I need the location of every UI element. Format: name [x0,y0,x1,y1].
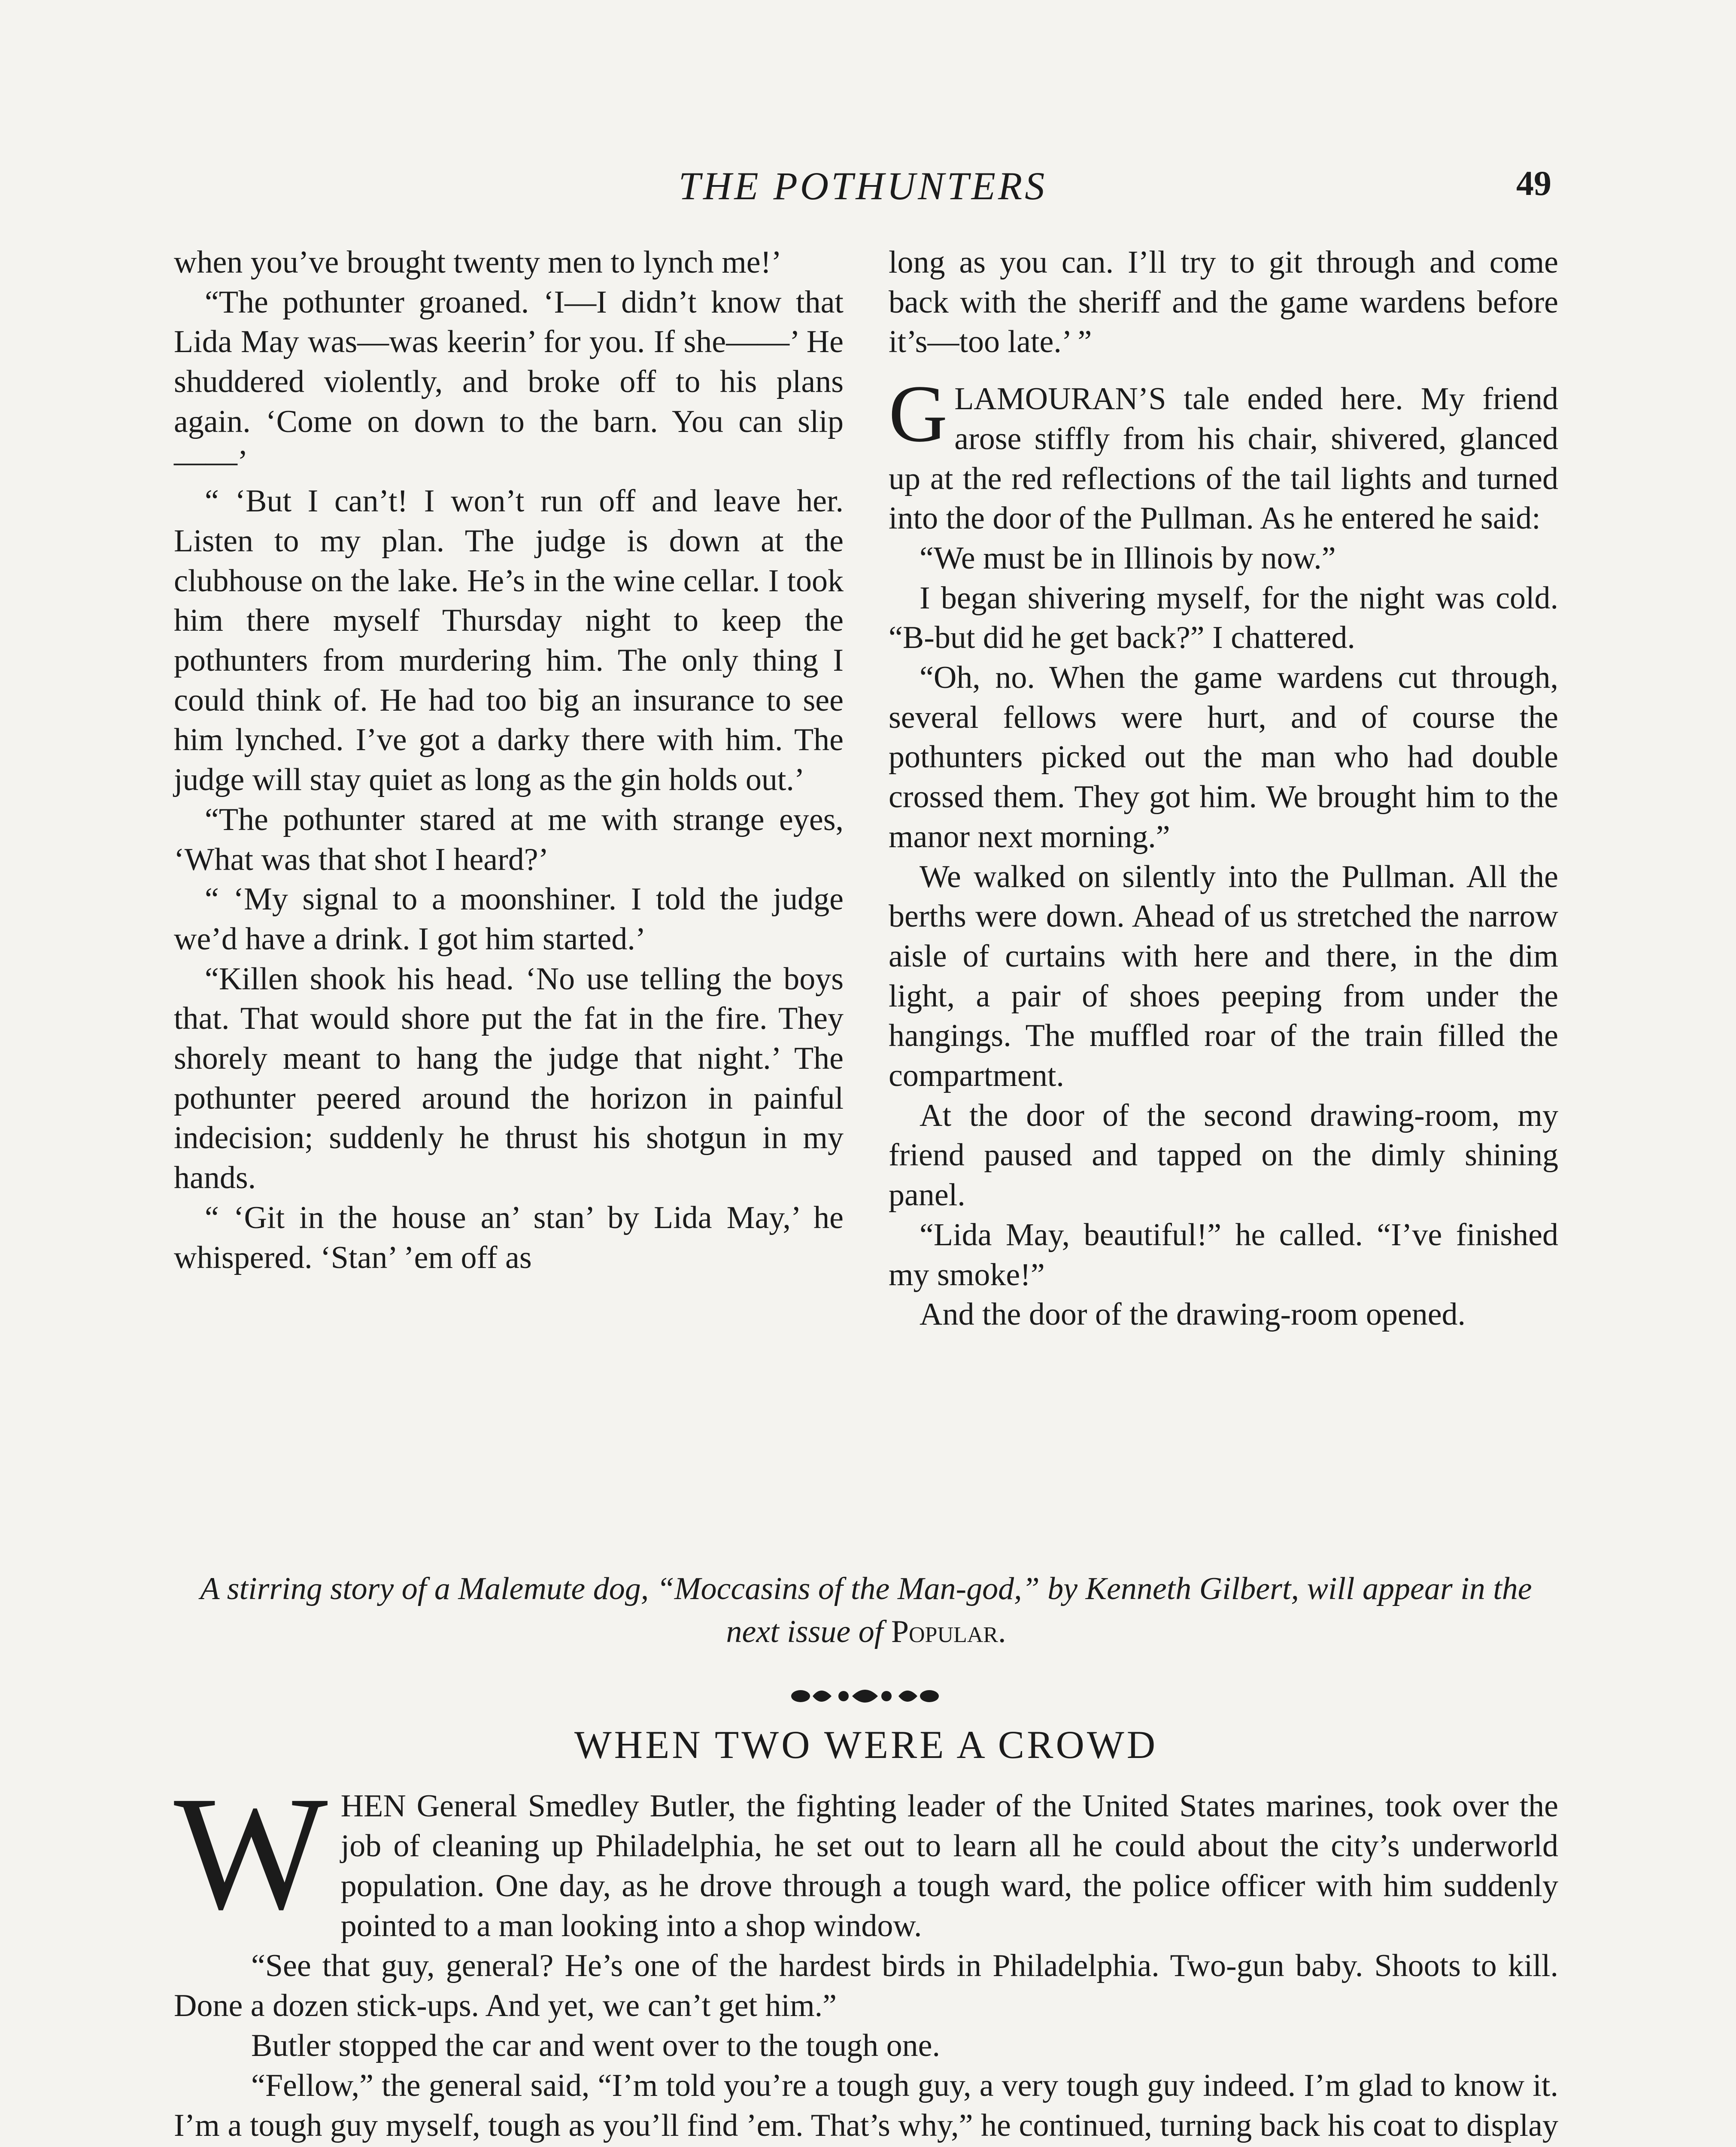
page-number: 49 [1516,164,1551,203]
story-opening [174,1763,1558,1946]
story-body [174,1763,1558,2147]
paragraph: Butler stopped the car and went over to the tough one. [251,2028,940,2063]
paragraph: “Oh, no. When the game wardens cut through, several fellows were hurt, and of course the pothunters picked out the man who had double crossed them. They got him. We brought him to the manor next morning.” [889,660,1558,855]
paragraph: “Fellow,” the general said, “I’m told you’re a tough guy, a very tough guy indeed. I’m glad to know it. I’m a tough guy myself, tough as you’ll find ’em. That’s why,” he continued, turning back his coat to display [174,2068,1558,2143]
paragraph: “The pothunter stared at me with strange eyes, ‘What was that shot I heard?’ [174,802,844,877]
paragraph: “Lida May, beautiful!” he called. “I’ve finished my smoke!” [889,1217,1558,1292]
section-opening-text: LAMOURAN’S tale ended here. My friend arose stiffly from his chair, shivered, glanced up at the red reflections of the tail lights and turned into the door of the Pullman. As he entered he said: [889,381,1558,536]
right-column [889,243,1558,1335]
paragraph: “We must be in Illinois by now.” [920,540,1336,576]
paragraph: At the door of the second drawing-room, my friend paused and tapped on the dimly shining panel. [889,1098,1558,1213]
paragraph: “Killen shook his head. ‘No use telling the boys that. That would shore put the fat in the fire. They shorely meant to hang the judge that night.’ The pothunter peered around the horizon in painful indecision; suddenly he thrust his shotgun in my hands. [174,961,844,1196]
drop-cap-w: W [174,1763,328,1943]
left-column [174,243,844,1277]
next-issue-text: A stirring story of a Malemute dog, “Moccasins of the Man-god,” by Kenneth Gilbert, will appear in the next issue of [200,1571,1532,1649]
paragraph: We walked on silently into the Pullman. All the berths were down. Ahead of us stretched the narrow aisle of curtains with here and there, in the dim light, a pair of shoes peeping from under the hangings. The muffled roar of the train filled the compartment. [889,859,1558,1094]
paragraph: “The pothunter groaned. ‘I—I didn’t know that Lida May was—was keerin’ for you. If she——’ He shuddered violently, and broke off to his plans again. ‘Come on down to the barn. You can slip——’ [174,284,844,479]
magazine-name: Popular. [891,1614,1006,1649]
paragraph: I began shivering myself, for the night was cold. “B-but did he get back?” I chattered. [889,580,1558,656]
paragraph: “ ‘Git in the house an’ stan’ by Lida May,’ he whispered. ‘Stan’ ’em off as [174,1200,844,1275]
paragraph: when you’ve brought twenty men to lynch me!’ [174,245,782,280]
paragraph: long as you can. I’ll try to git through and come back with the sheriff and the game wardens before it’s—too late.’ ” [889,245,1558,360]
paragraph: “See that guy, general? He’s one of the hardest birds in Philadelphia. Two-gun baby. Shoots to kill. Done a dozen stick-ups. And yet, we can’t get him.” [174,1948,1558,2023]
next-issue-notice [174,1567,1558,1653]
ornament-icon [788,1683,942,1709]
paragraph: “ ‘My signal to a moonshiner. I told the judge we’d have a drink. I got him started.’ [174,882,844,957]
story-opening-text: HEN General Smedley Butler, the fighting leader of the United States marines, took over the job of cleaning up Philadelphia, he set out to learn all he could about the city’s underworld population. One day, as he drove through a tough ward, the police officer with him suddenly pointed to a man looking into a shop window. [340,1788,1558,1943]
drop-cap-g: G [889,369,948,459]
paragraph: And the door of the drawing-room opened. [920,1297,1466,1332]
paragraph: “ ‘But I can’t! I won’t run off and leave her. Listen to my plan. The judge is down at the clubhouse on the lake. He’s in the wine cellar. I took him there myself Thursday night to keep the pothunters from murdering him. The only thing I could think of. He had too big an insurance to see him lynched. I’ve got a darky there with him. The judge will stay quiet as long as the gin holds out.’ [174,484,844,798]
story-title: WHEN TWO WERE A CROWD [574,1723,1158,1767]
section-opening [889,369,1558,538]
running-head: THE POTHUNTERS [678,164,1047,208]
